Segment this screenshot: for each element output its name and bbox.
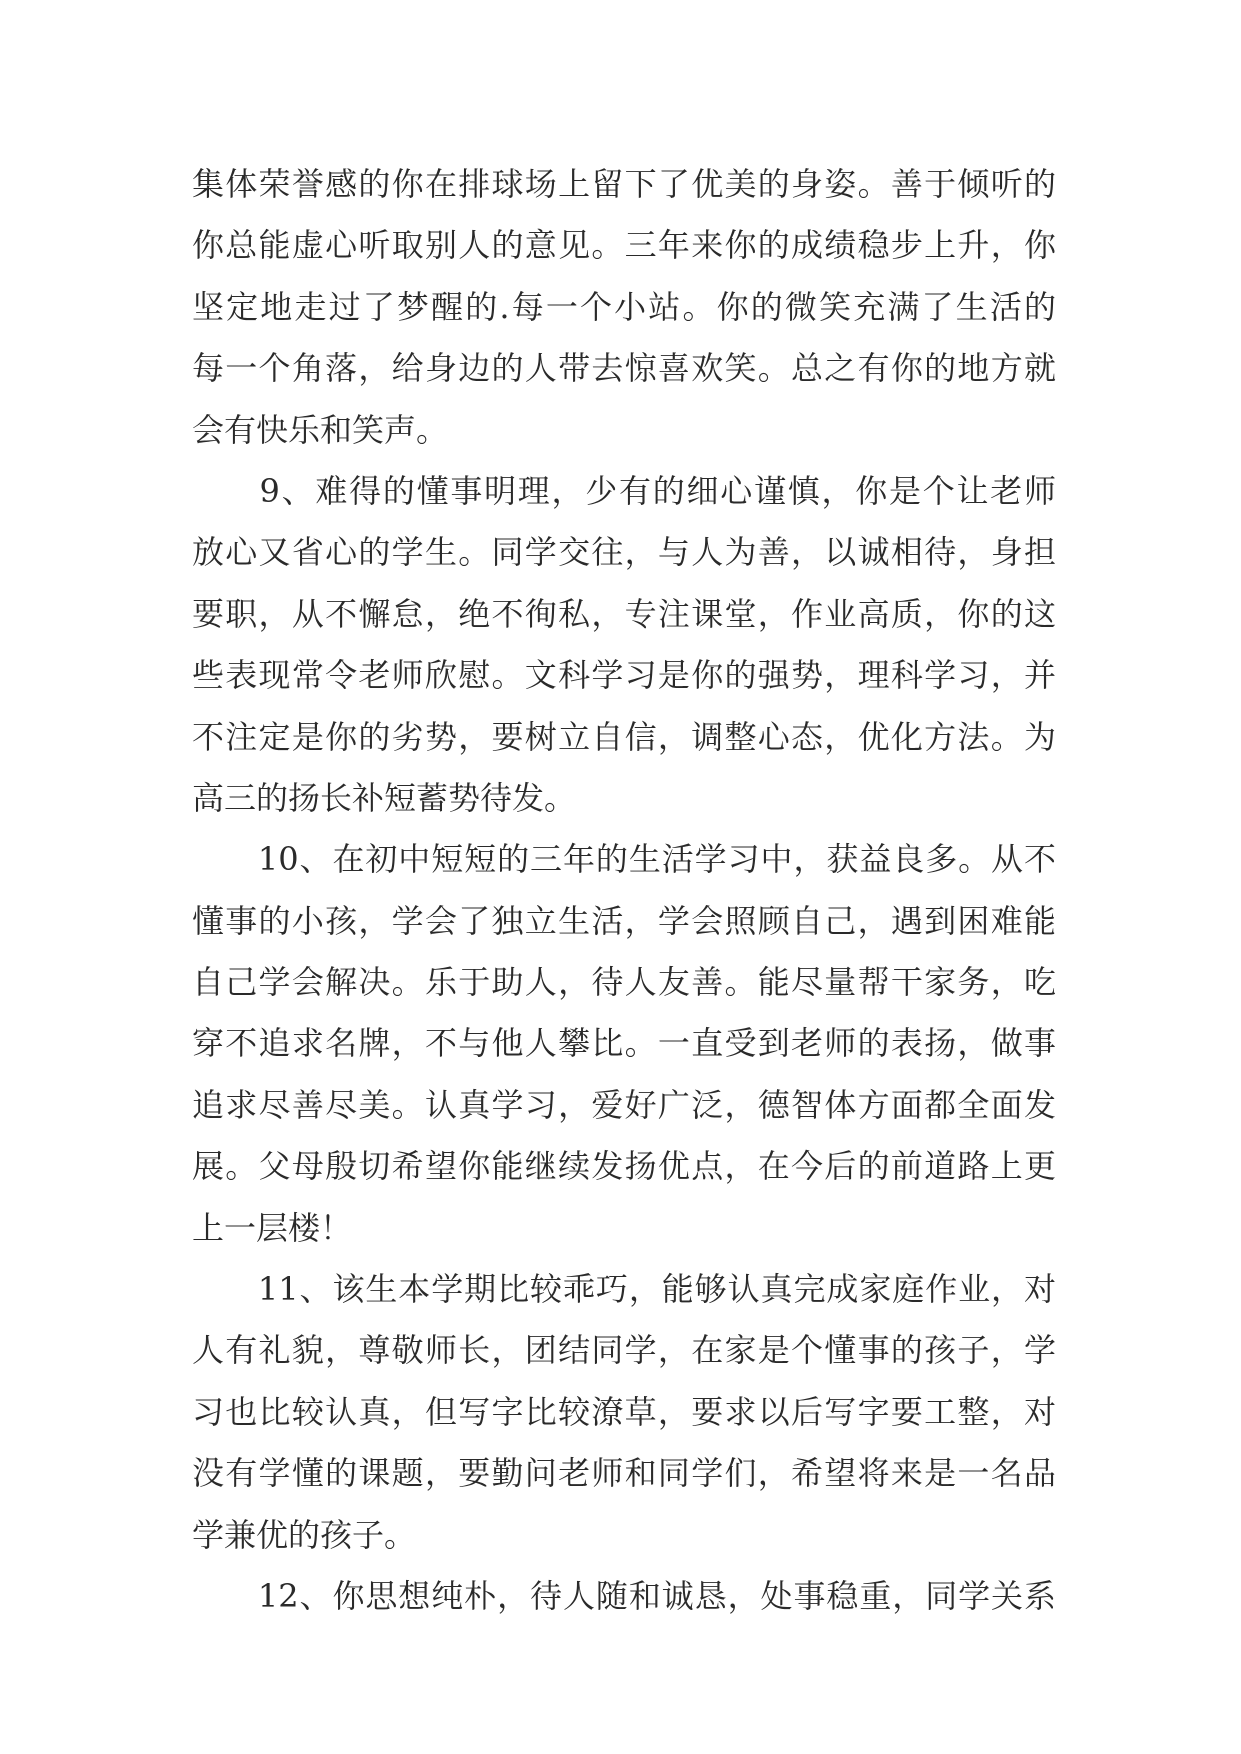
paragraph-9 [192, 461, 1056, 829]
text-line: 放心又省心的学生。同学交往，与人为善，以诚相待，身担 [192, 533, 1056, 572]
text-line: 每一个角落，给身边的人带去惊喜欢笑。总之有你的地方就 [192, 349, 1056, 388]
paragraph-12-start [192, 1566, 1056, 1627]
paragraph-8-continuation [192, 154, 1056, 461]
text-line: 9、难得的懂事明理，少有的细心谨慎，你是个让老师 [192, 471, 1056, 510]
text-line: 懂事的小孩，学会了独立生活，学会照顾自己，遇到困难能 [192, 901, 1056, 940]
text-line: 学兼优的孩子。 [192, 1515, 417, 1554]
text-line: 习也比较认真，但写字比较潦草，要求以后写字要工整，对 [192, 1392, 1056, 1431]
text-line: 不注定是你的劣势，要树立自信，调整心态，优化方法。为 [192, 717, 1056, 756]
text-line: 集体荣誉感的你在排球场上留下了优美的身姿。善于倾听的 [192, 165, 1056, 203]
text-line: 展。父母殷切希望你能继续发扬优点，在今后的前道路上更 [192, 1147, 1056, 1186]
text-line: 上一层楼！ [192, 1208, 353, 1247]
text-line: 坚定地走过了梦醒的.每一个小站。你的微笑充满了生活的 [192, 287, 1056, 326]
text-line: 10、在初中短短的三年的生活学习中，获益良多。从不 [192, 840, 1056, 879]
paragraph-11 [192, 1259, 1056, 1566]
text-line: 要职，从不懈怠，绝不徇私，专注课堂，作业高质，你的这 [192, 594, 1056, 633]
text-line: 12、你思想纯朴，待人随和诚恳，处事稳重，同学关系 [192, 1576, 1056, 1615]
text-line: 人有礼貌，尊敬师长，团结同学，在家是个懂事的孩子，学 [192, 1331, 1056, 1370]
document-body [192, 154, 1056, 1627]
text-line: 穿不追求名牌，不与他人攀比。一直受到老师的表扬，做事 [192, 1024, 1056, 1063]
text-line: 些表现常令老师欣慰。文科学习是你的强势，理科学习，并 [192, 656, 1056, 695]
text-line: 自己学会解决。乐于助人，待人友善。能尽量帮干家务，吃 [192, 963, 1056, 1002]
text-line: 会有快乐和笑声。 [192, 410, 449, 449]
text-line: 11、该生本学期比较乖巧，能够认真完成家庭作业，对 [192, 1270, 1056, 1309]
text-line: 你总能虚心听取别人的意见。三年来你的成绩稳步上升，你 [192, 226, 1056, 265]
text-line: 高三的扬长补短蓄势待发。 [192, 778, 577, 817]
text-line: 没有学懂的课题，要勤问老师和同学们，希望将来是一名品 [192, 1454, 1056, 1493]
text-line: 追求尽善尽美。认真学习，爱好广泛，德智体方面都全面发 [192, 1085, 1056, 1124]
paragraph-10 [192, 829, 1056, 1259]
